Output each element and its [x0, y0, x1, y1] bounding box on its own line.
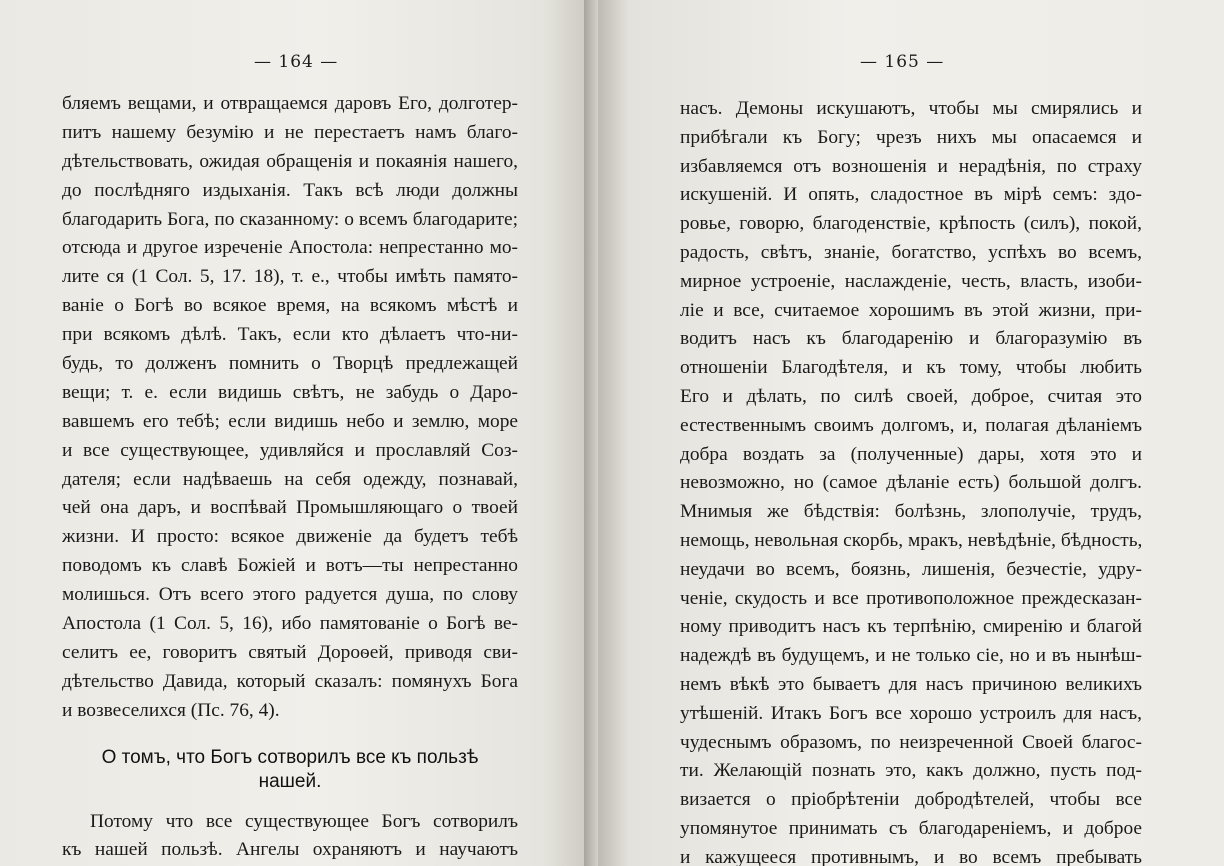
text-line: водитъ насъ къ благодаренію и благоразумію въ: [680, 328, 1142, 350]
text-line: добра воздать за (полученные) дары, хотя это и: [680, 443, 1142, 465]
text-line: неудачи во всемъ, боязнь, лишенія, безчестіе, удру-: [680, 558, 1142, 580]
left-page: [0, 0, 584, 866]
text-line: будь, то долженъ помнить о Творцѣ предлежащей: [62, 353, 518, 375]
text-line: немощь, невольная скорбь, мракъ, невѣдѣніе, бѣдность,: [680, 529, 1142, 551]
text-line: ти. Желающій познать это, какъ должно, пусть под-: [680, 760, 1142, 782]
text-line: прибѣгали къ Богу; чрезъ нихъ мы опасаемся и: [680, 126, 1142, 148]
right-page: [598, 0, 1224, 866]
text-line: лите ся (1 Сол. 5, 17. 18), т. е., чтобы имѣть памято-: [62, 266, 518, 288]
text-line: поводомъ къ славѣ Божіей и вотъ—ты непрестанно: [62, 555, 518, 577]
text-line: чей она даръ, и воспѣвай Промышляющаго о твоей: [62, 497, 518, 519]
text-line: Его и дѣлать, по силѣ своей, доброе, считая это: [680, 385, 1142, 407]
text-line: немъ вѣкѣ это бываетъ для насъ причиною великихъ: [680, 673, 1142, 695]
text-line: невозможно, но (самое дѣланіе есть) большой долгъ.: [680, 472, 1142, 494]
section-heading: [62, 746, 518, 794]
text-line: и кажущееся противнымъ, и во всемъ пребывать: [680, 846, 1142, 866]
text-line: питъ нашему безумію и не перестаетъ намъ благо-: [62, 121, 518, 143]
text-line: вещи; т. е. если видишь свѣтъ, не забудь о Даро-: [62, 381, 518, 403]
paragraph: [62, 90, 518, 726]
page-number: — 165 —: [860, 52, 945, 72]
text-line: отсюда и другое изреченіе Апостола: непрестанно мо-: [62, 237, 518, 259]
text-line: утѣшеній. Итакъ Богъ все хорошо устроилъ для насъ,: [680, 702, 1142, 724]
text-line: искушеній. И опять, сладостное въ мірѣ семъ: здо-: [680, 184, 1142, 206]
text-line: бляемъ вещами, и отвращаемся даровъ Его, долготер-: [62, 93, 518, 114]
text-line: селитъ ее, говоритъ святый Дороѳей, приводя сви-: [62, 641, 518, 663]
text-line: жизни. И просто: всякое движеніе да будетъ тебѣ: [62, 526, 518, 548]
text-line: дателя; если надѣваешь на себя одежду, познавай,: [62, 468, 518, 490]
text-line: ному приводитъ насъ къ терпѣнію, смиренію и благой: [680, 616, 1142, 638]
text-line: отношеніи Благодѣтеля, и къ тому, чтобы любить: [680, 357, 1142, 379]
text-line: визается о пріобрѣтеніи добродѣтелей, чтобы все: [680, 789, 1142, 811]
heading-line: О томъ, что Богъ сотворилъ все къ пользѣ: [101, 746, 479, 768]
text-line: до послѣдняго издыханія. Такъ всѣ люди должны: [62, 179, 518, 201]
text-line: упомянутое принимать съ благодареніемъ, и доброе: [680, 817, 1142, 839]
text-line: и все существующее, удивляйся и прославляй Соз-: [62, 439, 518, 461]
book-gutter: [584, 0, 598, 866]
text-line: ровье, говорю, благоденствіе, крѣпость (силъ), покой,: [680, 213, 1142, 235]
heading-line: нашей.: [258, 770, 322, 792]
page-body: [62, 90, 518, 865]
text-line: избавляемся отъ возношенія и нерадѣнія, по страху: [680, 155, 1142, 177]
text-line: ліе и все, считаемое хорошимъ въ этой жизни, при-: [680, 299, 1142, 321]
text-line: дѣтельствовать, ожидая обращенія и покаянія нашего,: [62, 150, 518, 172]
text-line: ваніе о Богѣ во всякое время, на всякомъ мѣстѣ и: [62, 295, 518, 317]
text-line: надеждѣ въ будущемъ, и не только сіе, но и въ нынѣш-: [680, 645, 1142, 667]
page-number: — 164 —: [254, 52, 339, 72]
text-line: Потому что все существующее Богъ сотворилъ: [90, 810, 518, 832]
page-body: [680, 95, 1142, 866]
text-line: мирное устроеніе, наслажденіе, честь, власть, изоби-: [680, 270, 1142, 292]
text-line: дѣтельство Давида, который сказалъ: помянухъ Бога: [62, 670, 518, 692]
text-line: молишься. Отъ всего этого радуется душа, по слову: [62, 584, 518, 606]
text-line: Апостола (1 Сол. 5, 16), ибо памятованіе о Богѣ ве-: [62, 613, 518, 635]
text-line: вавшемъ его тебѣ; если видишь небо и землю, море: [62, 410, 518, 432]
text-line: радость, свѣтъ, знаніе, богатство, успѣхъ во всемъ,: [680, 241, 1142, 263]
text-line: Мнимыя же бѣдствія: болѣзнь, злополучіе, трудъ,: [680, 501, 1142, 523]
text-line: ченіе, скудость и все противоположное преждесказан-: [680, 587, 1142, 609]
text-line: къ нашей пользѣ. Ангелы охраняютъ и научаютъ: [62, 839, 518, 861]
text-line: и возвеселихся (Пс. 76, 4).: [62, 699, 280, 721]
text-line: при всякомъ дѣлѣ. Такъ, если кто дѣлаетъ что-ни-: [62, 324, 518, 346]
text-line: естественнымъ своимъ долгомъ, и, полагая дѣланіемъ: [680, 414, 1142, 436]
text-line: насъ. Демоны искушаютъ, чтобы мы смирялись и: [680, 98, 1142, 119]
paragraph: [62, 808, 518, 866]
text-line: чудеснымъ образомъ, по неизреченной Своей благос-: [680, 731, 1142, 753]
text-line: благодарить Бога, по сказанному: о всемъ благодарите;: [62, 208, 518, 230]
